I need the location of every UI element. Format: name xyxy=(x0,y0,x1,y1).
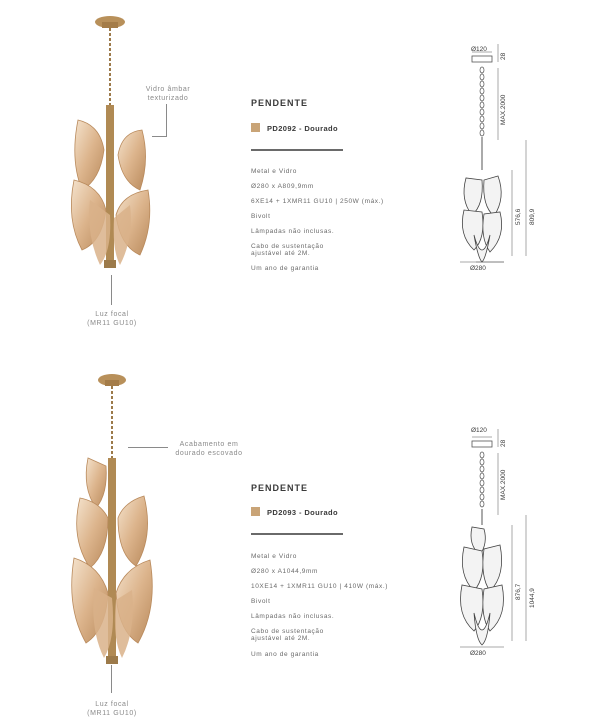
callout-bottom-line-2: (MR11 GU10) xyxy=(87,320,137,327)
callout-top-line-2: texturizado xyxy=(147,95,189,102)
callout-leader-bottom xyxy=(111,665,112,693)
spec-lamps: 6XE14 + 1XMR11 GU10 | 250W (máx.) xyxy=(251,198,384,205)
spec-warranty: Um ano de garantia xyxy=(251,265,319,272)
product-model: PD2092 - Dourado xyxy=(267,124,338,133)
spec-cable-2: ajustável até 2M. xyxy=(251,250,311,257)
technical-drawing-pd2093 xyxy=(450,425,560,665)
spec-dimensions: Ø280 x A1044,9mm xyxy=(251,568,319,575)
dim-diam-bottom: Ø280 xyxy=(470,650,486,657)
pendant-photo-pd2093 xyxy=(60,368,170,678)
dim-total-height: 1044,9 xyxy=(529,588,536,608)
dim-body-height: 576,6 xyxy=(515,208,522,225)
dim-diam-top: Ø120 xyxy=(471,46,487,53)
callout-bottom-line-2: (MR11 GU10) xyxy=(87,710,137,717)
callout-leader-top xyxy=(166,104,167,136)
callout-top-line-1: Vidro âmbar xyxy=(145,86,191,93)
spec-voltage: Bivolt xyxy=(251,213,271,220)
spec-warranty: Um ano de garantia xyxy=(251,651,319,658)
callout-top xyxy=(170,440,248,458)
callout-leader-top-h xyxy=(152,136,167,137)
spec-cable-1: Cabo de sustentação xyxy=(251,628,324,635)
dim-max-cable: MAX.2000 xyxy=(500,469,507,500)
product-model: PD2093 - Dourado xyxy=(267,508,338,517)
spec-lamps: 10XE14 + 1XMR11 GU10 | 410W (máx.) xyxy=(251,583,389,590)
product-title: PENDENTE xyxy=(251,483,309,493)
dim-max-cable: MAX.2000 xyxy=(500,94,507,125)
spec-bulbs-note: Lâmpadas não inclusas. xyxy=(251,613,335,620)
callout-top-line-1: Acabamento em xyxy=(179,441,239,448)
spec-bulbs-note: Lâmpadas não inclusas. xyxy=(251,228,335,235)
technical-drawing-pd2092 xyxy=(450,40,560,280)
callout-bottom xyxy=(82,310,142,328)
callout-bottom-line-1: Luz focal xyxy=(95,311,129,318)
spec-material: Metal e Vidro xyxy=(251,553,297,560)
dim-canopy-height: 28 xyxy=(500,52,507,60)
dim-canopy-height: 28 xyxy=(500,439,507,447)
spec-cable-2: ajustável até 2M. xyxy=(251,635,311,642)
divider xyxy=(251,149,343,151)
spec-material: Metal e Vidro xyxy=(251,168,297,175)
callout-bottom-line-1: Luz focal xyxy=(95,701,129,708)
dim-diam-bottom: Ø280 xyxy=(470,265,486,272)
dim-total-height: 809,9 xyxy=(529,208,536,225)
callout-bottom xyxy=(82,700,142,718)
spec-voltage: Bivolt xyxy=(251,598,271,605)
callout-leader-bottom xyxy=(111,275,112,305)
product-title: PENDENTE xyxy=(251,98,309,108)
callout-top-line-2: dourado escovado xyxy=(175,450,243,457)
callout-leader-top-h xyxy=(128,447,168,448)
divider xyxy=(251,533,343,535)
spec-dimensions: Ø280 x A809,9mm xyxy=(251,183,314,190)
spec-cable-1: Cabo de sustentação xyxy=(251,243,324,250)
dim-body-height: 876,7 xyxy=(515,583,522,600)
color-swatch xyxy=(251,507,260,516)
callout-top xyxy=(138,85,198,103)
pendant-photo-pd2092 xyxy=(60,10,170,280)
dim-diam-top: Ø120 xyxy=(471,427,487,434)
color-swatch xyxy=(251,123,260,132)
